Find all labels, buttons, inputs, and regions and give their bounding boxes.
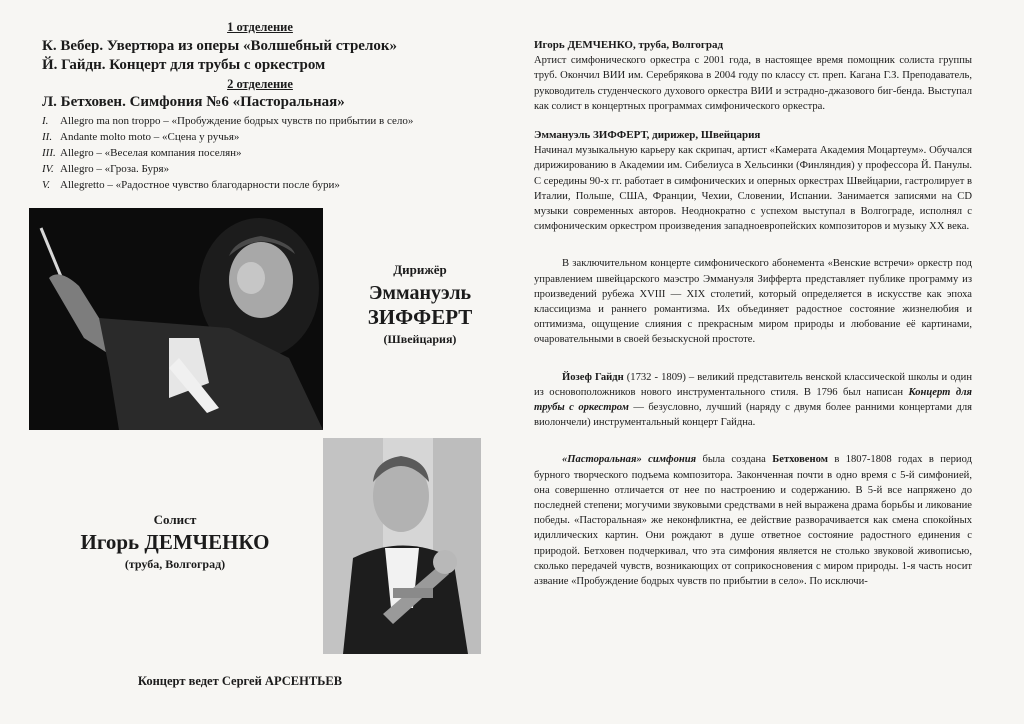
conductor-first-name: Эммануэль [368,282,472,304]
right-column [534,38,972,589]
demchenko-bio-title: Игорь ДЕМЧЕНКО, труба, Волгоград [534,39,724,51]
haydn-paragraph [534,370,972,431]
movement-number: IV. [42,163,54,175]
soloist-name: Игорь ДЕМЧЕНКО [80,530,270,554]
pastoral-paragraph [534,452,972,589]
ziffert-bio-text: Начинал музыкальную карьеру как скрипач, артист «Камерата Академия Моцартеум». Обучался дирижированию в Академии им. Сибелиуса в Хельсинки (Финляндия) у профессора Й. Панулы. С середины 90-х гг. работает в симфонических и оперных оркестрах Швейцарии, гастролирует в Италии, Польше, США, Франции, Чехии, Словении, Испании. Занимается записями на CD музыки современных авторов. Неоднократно с успехом выступал в Волгограде, исполнял с симфоническим оркестром произведения западноевропейских композиторов и музыку XX века. [534,145,972,233]
part1-header: 1 отделение [227,20,293,34]
haydn-text-a: (1732 - 1809) – великий представитель венской классической школы и один из основоположников нового инструментального стиля. В 1796 был написан [534,371,973,398]
intro-paragraph: В заключительном концерте симфонического абонемента «Венские встречи» оркестр под управлением швейцарского маэстро Эммануэля Зифферта представляет публике программу из произведений рубежа XVIII — XIX столетий, который определяется в искусстве как эпоха классицизма и раннего романтизма. Их объединяет радостное состояние жизнелюбия и оптимизма, ощущение слияния с прекрасным миром природы и любование её картинами, очаровательными в своей безыскусной простоте. [534,258,972,346]
soloist-place: (труба, Волгоград) [124,557,226,571]
pastoral-composer: Бетховеном [772,454,828,466]
conductor-country: (Швейцария) [383,332,457,346]
part1-line1: К. Вебер. Увертюра из оперы «Волшебный стрелок» [42,38,398,54]
conductor-photo [29,208,323,430]
movement-3 [42,147,242,159]
movement-number: I. [42,115,49,127]
haydn-text-b: — безусловно, лучший (наряду с двумя более ранними концертами для виолончели) инструментальный концерт Гайдна. [534,402,972,429]
movement-text: Andante molto moto – «Сцена у ручья» [60,131,240,143]
movement-4 [42,163,169,175]
movement-number: III. [42,147,56,159]
conductor-caption [330,262,510,347]
pastoral-text-b: в 1807-1808 годах в период бурного творческого подъема композитора. Законченная почти в одно время с 5-й симфонией, она совершенно отличается от нее по настроению и содержанию. В 5-й все напряжено до последней степени; могучими звуковыми средствами в ней выражена драма борьбы и ликование победы. «Пасторальная» же неконфликтна, ее действие разворачивается как смена спокойных идиллических картин. Они рождают в душе ответное состояние радостного единения с природой. Бетховен подчеркивал, что эта симфония является не столько звуковой живописью, сколько передачей чувств, возникающих от соприкосновения с миром природы. 1-я часть носит азвание «Пробуждение бодрых чувств по прибытии в село». По исключи- [534,454,972,588]
movement-text: Allegro ma non troppo – «Пробуждение бодрых чувств по прибытии в село» [60,115,414,127]
movement-text: Allegro – «Веселая компания поселян» [60,147,242,159]
soloist-role: Солист [153,512,197,527]
part2-line1: Л. Бетховен. Симфония №6 «Пасторальная» [42,94,345,110]
pastoral-work: «Пасторальная» симфония [562,454,697,466]
movement-text: Allegro – «Гроза. Буря» [60,163,170,175]
part1-line2: Й. Гайдн. Концерт для трубы с оркестром [42,57,326,73]
movement-2 [42,131,239,143]
movement-text: Allegretto – «Радостное чувство благодарности после бури» [60,179,340,191]
ziffert-bio-title: Эммануэль ЗИФФЕРТ, дирижер, Швейцария [534,129,761,142]
pastoral-text-a: была создана [696,454,773,466]
movement-5 [42,179,340,191]
movement-number: V. [42,179,51,191]
soloist-photo [323,438,481,654]
haydn-work: Концерт для трубы с оркестром [534,386,972,414]
movement-1 [42,115,413,127]
host-line: Концерт ведет Сергей АРСЕНТЬЕВ [137,674,343,688]
haydn-name: Йозеф Гайдн [562,371,624,383]
conductor-role: Дирижёр [393,262,447,277]
conductor-last-name: ЗИФФЕРТ [367,305,473,329]
soloist-caption [40,512,310,572]
demchenko-bio-text: Артист симфонического оркестра с 2001 года, в настоящее время помощник солиста группы труб. Окончил ВИИ им. Серебрякова в 2004 году по классу ст. преп. Кагана Г.З. Преподаватель, руководитель студенческого духового оркестра ВИИ и эстрадно-джазового биг-бенда. Выступал как солист в концертных программах симфонического оркестра. [534,55,972,112]
part2-header: 2 отделение [227,77,293,91]
movement-number: II. [42,131,53,143]
